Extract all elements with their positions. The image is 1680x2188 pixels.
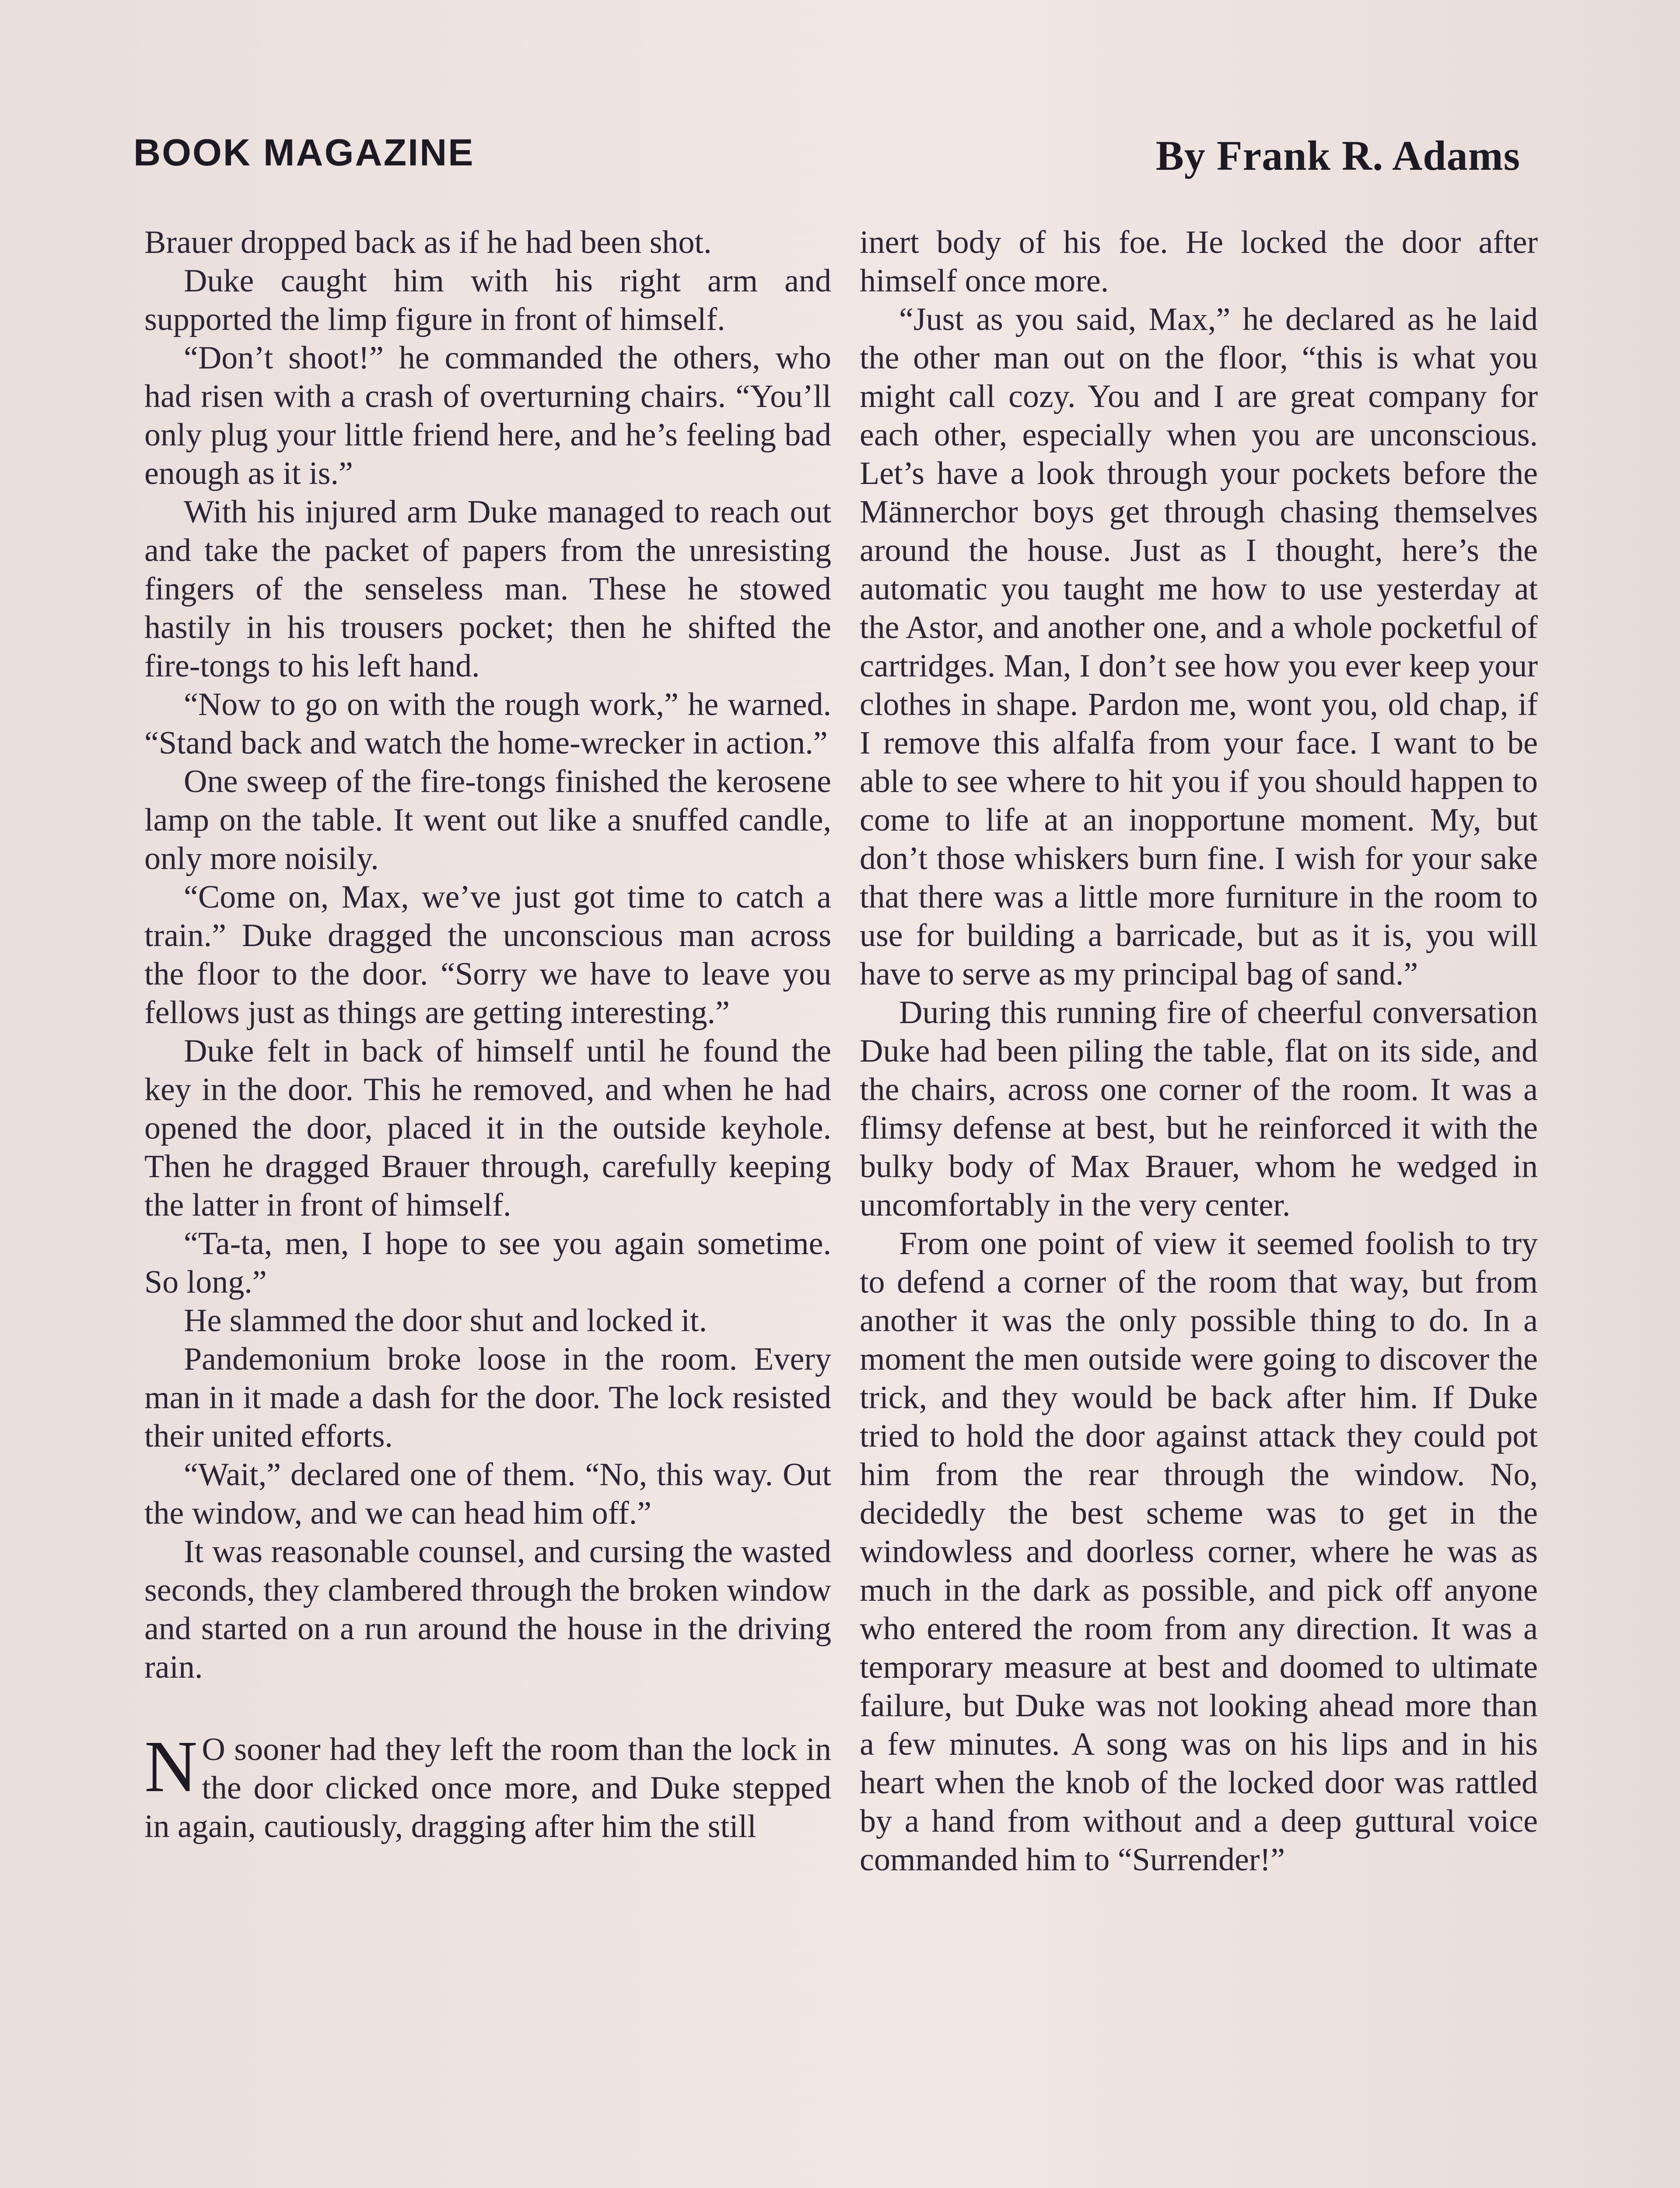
paragraph: He slammed the door shut and locked it.	[184, 1303, 707, 1339]
paragraph: “Ta-ta, men, I hope to see you again sometime. So long.”	[144, 1226, 831, 1300]
author-byline: By Frank R. Adams	[1155, 132, 1520, 179]
paragraph: “Just as you said, Max,” he declared as he laid the other man out on the floor, “this is what you might call cozy. You and I are great company for each other, especially when you are unconscious. Let’s have a look through your pockets before the Männerchor boys get through chasing themselves around the house. Just as I thought, here’s the automatic you taught me how to use yesterday at the Astor, and another one, and a whole pocketful of cartridges. Man, I don’t see how you ever keep your clothes in shape. Pardon me, wont you, old chap, if I remove this alfalfa from your face. I want to be able to see where to hit you if you should happen to come to life at an inopportune moment. My, but don’t those whiskers burn fine. I wish for your sake that there was a little more furniture in the room to use for building a barricade, but as it is, you will have to serve as my principal bag of sand.”	[860, 302, 1538, 992]
paragraph: Duke felt in back of himself until he found the key in the door. This he removed, and when he had opened the door, placed it in the outside keyhole. Then he dragged Brauer through, carefully keeping the latter in front of himself.	[144, 1033, 831, 1223]
paragraph: “Now to go on with the rough work,” he warned. “Stand back and watch the home-wrecker in action.”	[144, 687, 831, 761]
right-column	[860, 223, 1538, 1879]
magazine-title: BOOK MAGAZINE	[133, 132, 475, 174]
paragraph: It was reasonable counsel, and cursing the wasted seconds, they clambered through the broken window and started on a run around the house in the driving rain.	[144, 1534, 831, 1685]
paragraph: Brauer dropped back as if he had been shot.	[144, 224, 712, 260]
paragraph: With his injured arm Duke managed to reach out and take the packet of papers from the unresisting fingers of the senseless man. These he stowed hastily in his trousers pocket; then he shifted the fire-tongs to his left hand.	[144, 494, 831, 684]
paragraph: “Come on, Max, we’ve just got time to catch a train.” Duke dragged the unconscious man across the floor to the door. “Sorry we have to leave you fellows just as things are getting interesting.”	[144, 879, 831, 1031]
left-column	[144, 223, 831, 1846]
paragraph: O sooner had they left the room than the lock in the door clicked once more, and Duke stepped in again, cautiously, dragging after him the still	[144, 1732, 831, 1844]
paragraph: “Don’t shoot!” he commanded the others, who had risen with a crash of overturning chairs. “You’ll only plug your little friend here, and he’s feeling bad enough as it is.”	[144, 340, 831, 491]
paragraph: Duke caught him with his right arm and supported the limp figure in front of himself.	[144, 263, 831, 337]
paragraph: From one point of view it seemed foolish to try to defend a corner of the room that way, but from another it was the only possible thing to do. In a moment the men outside were going to discover the trick, and they would be back after him. If Duke tried to hold the door against attack they could pot him from the rear through the window. No, decidedly the best scheme was to get in the windowless and doorless corner, where he was as much in the dark as possible, and pick off anyone who entered the room from any direction. It was a temporary measure at best and doomed to ultimate failure, but Duke was not looking ahead more than a few minutes. A song was on his lips and in his heart when the knob of the locked door was rattled by a hand from without and a deep guttural voice commanded him to “Surrender!”	[860, 1226, 1538, 1878]
section-break-paragraph	[144, 1726, 831, 1846]
paragraph: During this running fire of cheerful conversation Duke had been piling the table, flat on its side, and the chairs, across one corner of the room. It was a flimsy defense at best, but he reinforced it with the bulky body of Max Brauer, whom he wedged in uncomfortably in the very center.	[860, 995, 1538, 1223]
paragraph: inert body of his foe. He locked the door after himself once more.	[860, 224, 1538, 299]
paragraph: “Wait,” declared one of them. “No, this way. Out the window, and we can head him off.”	[144, 1457, 831, 1531]
paragraph: One sweep of the fire-tongs finished the kerosene lamp on the table. It went out like a snuffed candle, only more noisily.	[144, 764, 831, 877]
paragraph: Pandemonium broke loose in the room. Every man in it made a dash for the door. The lock resisted their united efforts.	[144, 1341, 831, 1454]
drop-cap: N	[144, 1726, 198, 1807]
